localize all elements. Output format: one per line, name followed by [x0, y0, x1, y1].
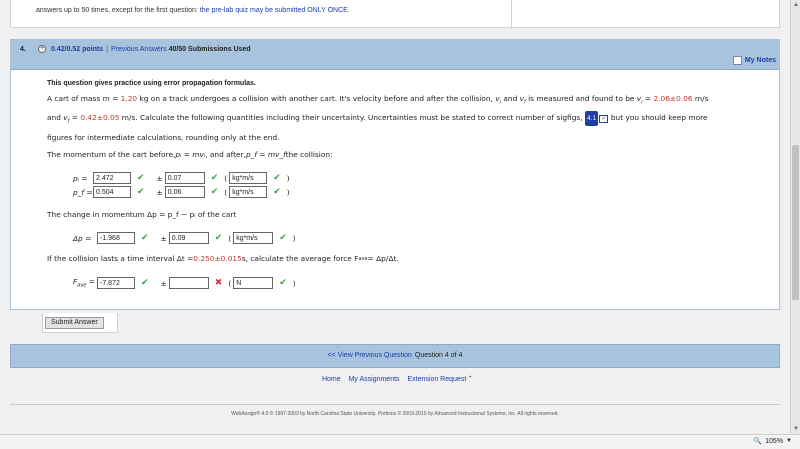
pi-expression: pᵢ = mvᵢ	[175, 150, 206, 159]
fave-label	[73, 277, 97, 288]
paren: )	[292, 233, 296, 243]
question-position: Question 4 of 4	[414, 352, 463, 359]
given-dt: 0.250±0.015	[193, 254, 242, 263]
pi-value-input[interactable]: 2.472	[93, 172, 131, 184]
separator: |	[106, 46, 108, 53]
paren: (	[224, 173, 228, 183]
previous-question-text	[36, 7, 350, 14]
var-vi: v	[636, 94, 642, 103]
paren: )	[292, 278, 296, 288]
force-instructions	[47, 254, 399, 263]
x-icon: ✖	[214, 278, 223, 288]
pf-expression: p_f = mv_f	[245, 150, 286, 159]
delta-p-instructions	[47, 210, 236, 219]
paren: )	[286, 187, 290, 197]
external-link-icon: ▪	[469, 374, 472, 380]
paren: (	[224, 187, 228, 197]
vertical-scrollbar[interactable]	[790, 0, 800, 434]
fave-value-input[interactable]: -7.872	[97, 277, 135, 289]
question-header	[11, 40, 779, 70]
text: The momentum of the cart before,	[47, 150, 176, 159]
paren: (	[228, 233, 232, 243]
my-notes-label: My Notes	[744, 57, 776, 64]
check-icon: ✔	[273, 187, 281, 197]
given-vf: 0.42±0.05	[80, 113, 120, 123]
scroll-down-icon[interactable]: ▼	[793, 426, 799, 432]
delta-p-value-input[interactable]: -1.968	[97, 232, 135, 244]
question-number: 4.	[20, 46, 26, 53]
question-meta	[51, 46, 251, 53]
text: and	[501, 94, 520, 103]
given-vi: 2.06±0.06	[653, 94, 693, 103]
delta-p-text: The change in momentum Δp = p_f − pᵢ of the cart	[47, 210, 237, 219]
pf-label: p_f =	[73, 187, 93, 197]
delta-p-uncertainty-input[interactable]: 0.09	[169, 232, 209, 244]
text: =	[69, 113, 81, 123]
submit-answer-button[interactable]: Submit Answer	[45, 317, 104, 329]
points-score: 0.42/0.52 points	[51, 46, 104, 53]
text: m/s	[692, 94, 709, 103]
pf-value-input[interactable]: 0.504	[93, 186, 131, 198]
zoom-control[interactable]	[753, 437, 792, 445]
check-icon: ✔	[137, 187, 145, 197]
my-notes-checkbox[interactable]	[733, 56, 742, 65]
text: kg on a track undergoes a collision with another cart. It's velocity before and after the collision,	[137, 94, 496, 103]
question-nav-bar	[10, 344, 780, 368]
browser-status-bar	[0, 434, 800, 449]
submissions-used: 40/50 Submissions Used	[168, 46, 251, 53]
delta-p-answer-row	[73, 232, 296, 244]
delta-p-label: Δp =	[73, 233, 92, 243]
text: and	[47, 113, 64, 123]
text: A cart of mass	[47, 94, 103, 103]
home-link[interactable]: Home	[321, 376, 341, 384]
my-notes-toggle[interactable]	[733, 56, 776, 65]
zoom-level: 105%	[765, 437, 784, 445]
var-m: m	[102, 94, 110, 103]
divider	[511, 0, 512, 29]
text: figures for intermediate calculations, rounding only at the end.	[47, 132, 280, 142]
question-box	[10, 39, 780, 310]
text: is measured and found to be	[525, 94, 637, 103]
check-icon: ✔	[141, 233, 149, 243]
view-previous-question-link[interactable]: << View Previous Question	[327, 352, 412, 359]
expand-icon[interactable]: +	[39, 45, 45, 52]
text: , and after,	[205, 150, 246, 159]
pf-answer-row	[73, 186, 290, 198]
text: = Δp/Δt.	[367, 254, 399, 263]
check-icon: ✔	[210, 173, 219, 183]
paren: )	[286, 173, 290, 183]
copyright-text: WebAssign® 4.0 © 1997-2003 by North Carolina State University. Portions © 2003-2015 by Advanced Instructional Systems, Inc. All rights reserved.	[231, 411, 559, 417]
pf-uncertainty-input[interactable]: 0.06	[165, 186, 205, 198]
force-answer-row	[73, 277, 296, 289]
momentum-instructions	[47, 150, 333, 159]
zoom-icon: 🔍	[753, 438, 763, 445]
question-body	[47, 80, 767, 145]
paren: (	[228, 278, 232, 288]
prelab-quiz-link[interactable]: the pre-lab quiz may be submitted ONLY ONCE.	[199, 7, 350, 14]
plus-minus: ±	[160, 233, 167, 243]
fave-unit-input[interactable]: N	[233, 277, 273, 289]
previous-question-box	[10, 0, 780, 28]
pi-unit-input[interactable]: kg*m/s	[229, 172, 267, 184]
check-icon: ✔	[141, 278, 149, 288]
check-icon: ✔	[210, 187, 219, 197]
pf-unit-input[interactable]: kg*m/s	[229, 186, 267, 198]
check-icon: ✔	[279, 278, 287, 288]
scroll-up-icon[interactable]: ▲	[793, 2, 799, 8]
fave-uncertainty-input[interactable]	[169, 277, 209, 289]
sigfig-check-icon[interactable]: ✓	[601, 115, 607, 123]
pi-answer-row	[73, 172, 290, 184]
previous-question-note: answers up to 50 times, except for the first question:	[36, 7, 198, 14]
fave-subscript: ave	[77, 282, 87, 289]
text: s, calculate the average force F	[241, 254, 359, 263]
delta-p-unit-input[interactable]: kg*m/s	[233, 232, 273, 244]
question-intro: This question gives practice using error propagation formulas.	[47, 80, 256, 87]
footer-divider	[10, 404, 780, 405]
var-vf: v	[63, 113, 68, 123]
force-subscript: ave	[358, 255, 368, 262]
text: If the collision lasts a time interval Δt =	[47, 254, 194, 263]
check-icon: ✔	[137, 173, 145, 183]
fave-equals: =	[86, 277, 95, 287]
text: =	[109, 94, 121, 103]
text: but you should keep more	[608, 113, 708, 123]
plus-minus: ±	[156, 187, 163, 197]
extension-request-link[interactable]: Extension Request	[407, 376, 467, 384]
question-paragraph: A cart of mass m = 1.20 kg on a track undergoes a collision with another cart. It's velocity before and after the collision, $v_i$ and $v_f$ is measured and found to be $v_i = 2.06\pm 0.06$ m/s and $v_f = 0.42\pm 0.05$ m/s. Calculate the following quantities including their uncertainty. Uncertainties must be stated to correct number of sigfigs, 4.1 ✓ but you should keep more figures for intermediate calculations, rounding only at the end.	[47, 94, 709, 142]
check-icon: ✔	[273, 173, 281, 183]
pi-uncertainty-input[interactable]: 0.07	[165, 172, 205, 184]
previous-answers-link[interactable]: Previous Answers	[110, 46, 167, 53]
plus-minus: ±	[160, 278, 167, 288]
given-mass: 1.20	[120, 94, 138, 103]
text: m/s. Calculate the following quantities including their uncertainty. Uncertainties must be stated to correct number of sigfigs,	[119, 113, 585, 123]
check-icon: ✔	[279, 233, 287, 243]
text: the collision:	[285, 150, 333, 159]
my-assignments-link[interactable]: My Assignments	[348, 376, 400, 384]
pi-label: pᵢ =	[73, 173, 88, 183]
scrollbar-thumb[interactable]	[792, 145, 799, 300]
check-icon: ✔	[214, 233, 223, 243]
var-vi: v	[495, 94, 500, 103]
fave-letter: F	[73, 277, 78, 287]
text: =	[642, 94, 654, 103]
plus-minus: ±	[156, 173, 163, 183]
chevron-down-icon[interactable]: ▼	[786, 438, 792, 444]
var-vf: v	[519, 94, 524, 103]
footer-links	[0, 374, 790, 383]
sigfig-badge[interactable]: 4.1	[585, 111, 599, 126]
